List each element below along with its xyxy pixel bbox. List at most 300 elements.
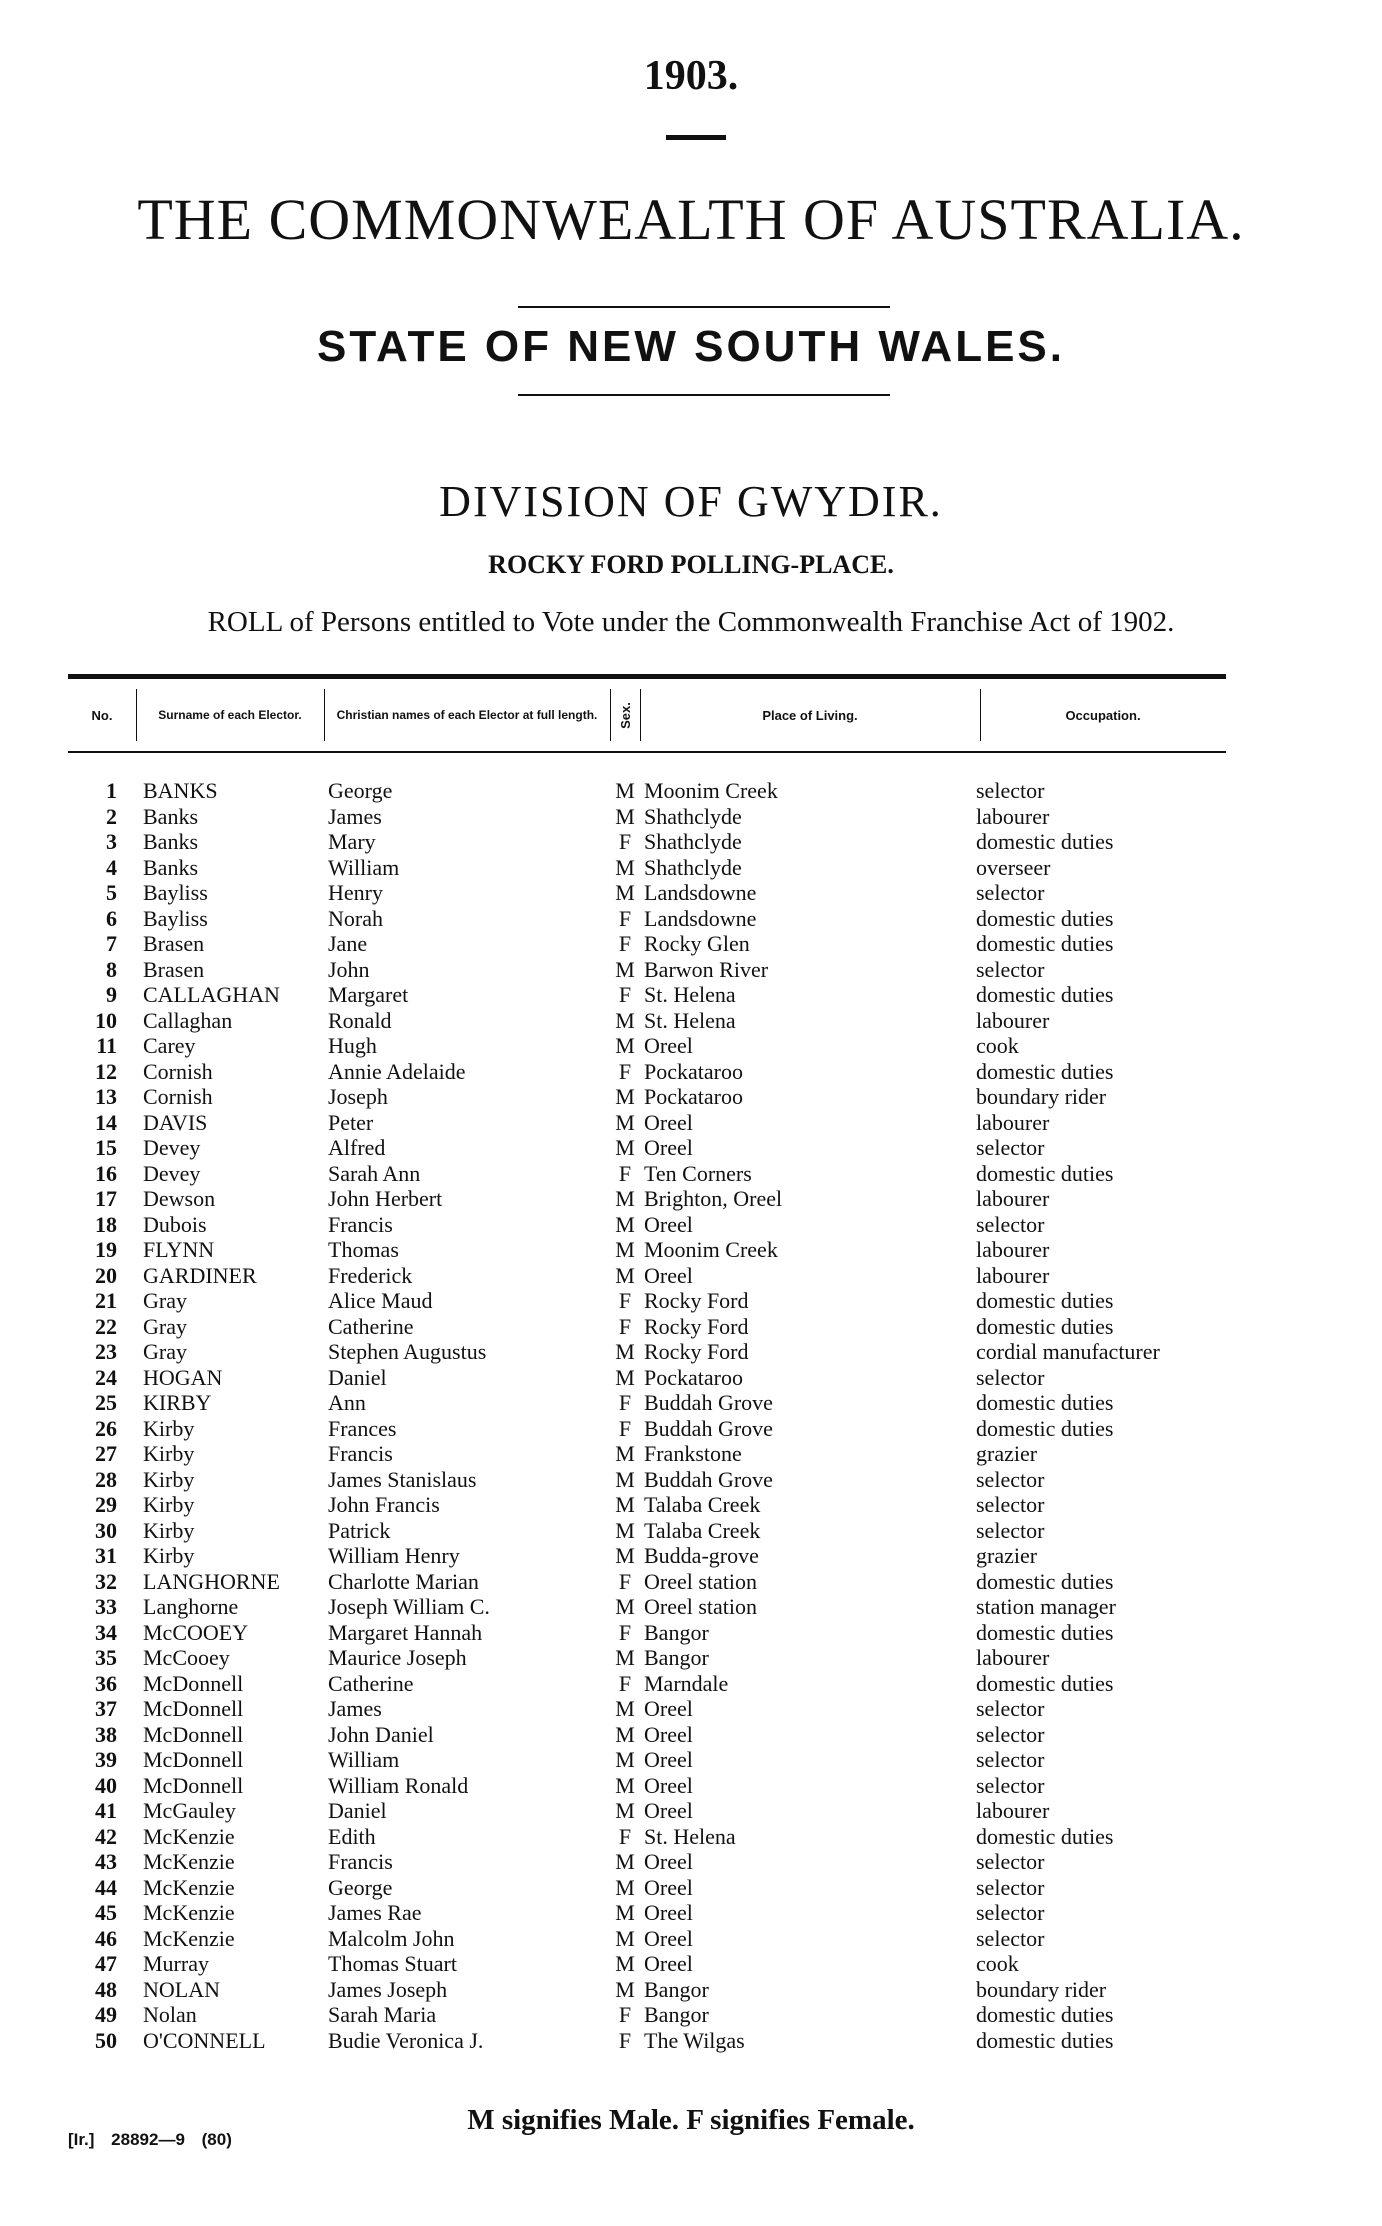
elector-number: 14 bbox=[95, 1109, 117, 1135]
elector-place-of-living: Oreel bbox=[644, 1849, 693, 1874]
elector-surname: FLYNN bbox=[143, 1237, 215, 1262]
elector-place-of-living: Moonim Creek bbox=[644, 778, 778, 803]
elector-place-of-living: Pockataroo bbox=[644, 1084, 743, 1109]
table-row bbox=[0, 1543, 1382, 1568]
table-header bbox=[68, 674, 1226, 753]
elector-occupation: selector bbox=[976, 1772, 1045, 1798]
elector-christian-names: Joseph bbox=[328, 1084, 388, 1109]
elector-surname: Kirby bbox=[143, 1517, 195, 1543]
elector-sex: M bbox=[615, 778, 635, 803]
table-row bbox=[0, 1824, 1382, 1849]
elector-christian-names: William Ronald bbox=[328, 1772, 469, 1798]
elector-christian-names: Margaret bbox=[328, 982, 409, 1007]
table-row bbox=[0, 1008, 1382, 1033]
table-row bbox=[0, 982, 1382, 1007]
elector-place-of-living: Buddah Grove bbox=[644, 1390, 773, 1415]
elector-place-of-living: Bangor bbox=[644, 2002, 709, 2027]
elector-occupation: selector bbox=[976, 1849, 1045, 1874]
table-row bbox=[0, 1416, 1382, 1441]
elector-occupation: labourer bbox=[976, 1109, 1050, 1135]
table-row bbox=[0, 855, 1382, 880]
elector-sex: F bbox=[618, 931, 632, 956]
elector-number: 38 bbox=[95, 1721, 117, 1747]
elector-sex: M bbox=[615, 1874, 635, 1900]
elector-christian-names: James bbox=[328, 803, 382, 829]
elector-occupation: domestic duties bbox=[976, 1619, 1114, 1645]
elector-sex: F bbox=[618, 1568, 632, 1594]
table-row bbox=[0, 1900, 1382, 1925]
elector-surname: McDonnell bbox=[143, 1721, 244, 1747]
elector-christian-names: William bbox=[328, 1747, 400, 1772]
elector-place-of-living: Oreel bbox=[644, 1135, 693, 1160]
elector-occupation: domestic duties bbox=[976, 829, 1114, 854]
elector-place-of-living: Brighton, Oreel bbox=[644, 1186, 783, 1211]
page-title: THE COMMONWEALTH OF AUSTRALIA. bbox=[137, 187, 1245, 252]
elector-number: 15 bbox=[95, 1135, 117, 1160]
elector-christian-names: James Stanislaus bbox=[328, 1466, 477, 1492]
elector-christian-names: John Herbert bbox=[328, 1186, 443, 1211]
elector-surname: Dewson bbox=[143, 1186, 216, 1211]
elector-surname: Brasen bbox=[143, 956, 205, 982]
elector-occupation: domestic duties bbox=[976, 1288, 1114, 1313]
elector-number: 3 bbox=[106, 829, 117, 854]
elector-number: 41 bbox=[95, 1798, 117, 1823]
elector-place-of-living: Oreel bbox=[644, 1772, 693, 1798]
elector-sex: M bbox=[615, 1849, 635, 1874]
elector-christian-names: Francis bbox=[328, 1441, 393, 1466]
elector-surname: McDonnell bbox=[143, 1772, 244, 1798]
elector-surname: Kirby bbox=[143, 1543, 195, 1568]
elector-surname: McKenzie bbox=[143, 1900, 235, 1925]
elector-number: 23 bbox=[95, 1339, 117, 1364]
table-row bbox=[0, 829, 1382, 854]
elector-occupation: labourer bbox=[976, 803, 1050, 829]
elector-christian-names: Francis bbox=[328, 1211, 393, 1237]
elector-sex: F bbox=[618, 1390, 632, 1415]
elector-number: 33 bbox=[95, 1594, 117, 1619]
elector-sex: F bbox=[618, 1415, 632, 1441]
elector-place-of-living: St. Helena bbox=[644, 982, 736, 1007]
elector-christian-names: Charlotte Marian bbox=[328, 1568, 479, 1594]
elector-sex: M bbox=[615, 1211, 635, 1237]
elector-place-of-living: Buddah Grove bbox=[644, 1415, 773, 1441]
elector-surname: Bayliss bbox=[143, 905, 208, 931]
printer-code: [Ir.] 28892—9 (80) bbox=[68, 2130, 232, 2149]
elector-place-of-living: Budda-grove bbox=[644, 1543, 759, 1568]
elector-sex: F bbox=[618, 1823, 632, 1849]
elector-sex: M bbox=[615, 1517, 635, 1543]
elector-occupation: domestic duties bbox=[976, 1160, 1114, 1186]
elector-sex: M bbox=[615, 1951, 635, 1976]
elector-place-of-living: Talaba Creek bbox=[644, 1517, 761, 1543]
elector-place-of-living: St. Helena bbox=[644, 1823, 736, 1849]
elector-surname: NOLAN bbox=[143, 1976, 220, 2002]
elector-place-of-living: Barwon River bbox=[644, 956, 769, 982]
elector-surname: Bayliss bbox=[143, 880, 208, 905]
elector-surname: DAVIS bbox=[143, 1109, 208, 1135]
elector-sex: M bbox=[615, 956, 635, 982]
elector-place-of-living: The Wilgas bbox=[644, 2027, 745, 2053]
elector-place-of-living: Ten Corners bbox=[644, 1160, 752, 1186]
elector-christian-names: William bbox=[328, 854, 400, 880]
elector-sex: M bbox=[615, 854, 635, 880]
elector-number: 11 bbox=[96, 1033, 117, 1058]
elector-christian-names: Daniel bbox=[328, 1798, 387, 1823]
table-row bbox=[0, 1747, 1382, 1772]
elector-occupation: domestic duties bbox=[976, 1568, 1114, 1594]
elector-place-of-living: Oreel bbox=[644, 1798, 693, 1823]
table-row bbox=[0, 1186, 1382, 1211]
elector-surname: McKenzie bbox=[143, 1849, 235, 1874]
elector-place-of-living: Oreel station bbox=[644, 1594, 758, 1619]
elector-number: 45 bbox=[95, 1900, 117, 1925]
elector-occupation: labourer bbox=[976, 1186, 1050, 1211]
elector-number: 18 bbox=[95, 1211, 117, 1237]
elector-sex: M bbox=[615, 1772, 635, 1798]
elector-christian-names: Margaret Hannah bbox=[328, 1619, 483, 1645]
elector-christian-names: Frances bbox=[328, 1415, 397, 1441]
elector-sex: M bbox=[615, 880, 635, 905]
elector-christian-names: John bbox=[328, 956, 370, 982]
elector-christian-names: Sarah Maria bbox=[328, 2002, 437, 2027]
column-header-place: Place of Living. bbox=[762, 707, 858, 723]
elector-sex: M bbox=[615, 1645, 635, 1670]
elector-place-of-living: Shathclyde bbox=[644, 854, 742, 880]
elector-number: 50 bbox=[95, 2027, 117, 2053]
elector-sex: M bbox=[615, 1721, 635, 1747]
elector-christian-names: Maurice Joseph bbox=[328, 1645, 467, 1670]
table-row bbox=[0, 1314, 1382, 1339]
elector-occupation: domestic duties bbox=[976, 905, 1114, 931]
table-row bbox=[0, 1594, 1382, 1619]
elector-occupation: selector bbox=[976, 956, 1045, 982]
elector-surname: O'CONNELL bbox=[143, 2027, 266, 2053]
elector-occupation: grazier bbox=[976, 1441, 1038, 1466]
elector-place-of-living: Rocky Ford bbox=[644, 1313, 749, 1339]
table-row bbox=[0, 804, 1382, 829]
elector-sex: M bbox=[615, 1798, 635, 1823]
elector-occupation: labourer bbox=[976, 1007, 1050, 1033]
elector-place-of-living: Oreel station bbox=[644, 1568, 758, 1594]
elector-number: 39 bbox=[95, 1747, 117, 1772]
elector-christian-names: James Joseph bbox=[328, 1976, 448, 2002]
elector-surname: CALLAGHAN bbox=[143, 982, 280, 1007]
table-row bbox=[0, 1339, 1382, 1364]
elector-christian-names: James bbox=[328, 1696, 382, 1721]
elector-christian-names: Annie Adelaide bbox=[328, 1058, 466, 1084]
elector-place-of-living: Rocky Ford bbox=[644, 1339, 749, 1364]
elector-place-of-living: Oreel bbox=[644, 1951, 693, 1976]
elector-sex: M bbox=[615, 1543, 635, 1568]
elector-sex: M bbox=[615, 1109, 635, 1135]
elector-number: 27 bbox=[95, 1441, 117, 1466]
elector-sex: F bbox=[618, 1058, 632, 1084]
elector-number: 25 bbox=[95, 1390, 117, 1415]
elector-surname: Gray bbox=[143, 1288, 187, 1313]
elector-christian-names: Alice Maud bbox=[328, 1288, 433, 1313]
elector-place-of-living: Moonim Creek bbox=[644, 1237, 778, 1262]
elector-number: 32 bbox=[95, 1568, 117, 1594]
elector-surname: Kirby bbox=[143, 1415, 195, 1441]
table-row bbox=[0, 1033, 1382, 1058]
elector-number: 47 bbox=[95, 1951, 117, 1976]
elector-place-of-living: Landsdowne bbox=[644, 905, 757, 931]
elector-number: 43 bbox=[95, 1849, 117, 1874]
elector-christian-names: Alfred bbox=[328, 1135, 386, 1160]
column-header-occupation: Occupation. bbox=[1065, 707, 1141, 723]
elector-sex: M bbox=[615, 1696, 635, 1721]
elector-christian-names: John Francis bbox=[328, 1492, 440, 1517]
elector-christian-names: John Daniel bbox=[328, 1721, 434, 1747]
elector-place-of-living: Frankstone bbox=[644, 1441, 742, 1466]
elector-occupation: domestic duties bbox=[976, 1415, 1114, 1441]
elector-place-of-living: Oreel bbox=[644, 1033, 693, 1058]
elector-surname: GARDINER bbox=[143, 1262, 257, 1288]
elector-place-of-living: Rocky Glen bbox=[644, 931, 750, 956]
elector-sex: M bbox=[615, 1262, 635, 1288]
elector-christian-names: Joseph William C. bbox=[328, 1594, 490, 1619]
elector-occupation: domestic duties bbox=[976, 1058, 1114, 1084]
elector-christian-names: William Henry bbox=[328, 1543, 460, 1568]
elector-number: 12 bbox=[95, 1058, 117, 1084]
elector-occupation: selector bbox=[976, 1696, 1045, 1721]
elector-number: 19 bbox=[95, 1237, 117, 1262]
elector-number: 4 bbox=[106, 854, 117, 880]
elector-occupation: overseer bbox=[976, 854, 1051, 880]
elector-christian-names: Peter bbox=[328, 1109, 374, 1135]
table-row bbox=[0, 1875, 1382, 1900]
elector-number: 8 bbox=[106, 956, 117, 982]
elector-number: 7 bbox=[106, 931, 117, 956]
elector-occupation: grazier bbox=[976, 1543, 1038, 1568]
elector-sex: M bbox=[615, 1900, 635, 1925]
elector-surname: McDonnell bbox=[143, 1696, 244, 1721]
elector-surname: BANKS bbox=[143, 778, 218, 803]
table-row bbox=[0, 1467, 1382, 1492]
elector-sex: F bbox=[618, 982, 632, 1007]
elector-surname: Nolan bbox=[143, 2002, 197, 2027]
elector-surname: LANGHORNE bbox=[143, 1568, 280, 1594]
elector-christian-names: Patrick bbox=[328, 1517, 391, 1543]
elector-christian-names: James Rae bbox=[328, 1900, 422, 1925]
elector-number: 10 bbox=[95, 1007, 117, 1033]
elector-christian-names: Daniel bbox=[328, 1364, 387, 1390]
table-row bbox=[0, 2002, 1382, 2027]
elector-surname: McCooey bbox=[143, 1645, 230, 1670]
elector-christian-names: Frederick bbox=[328, 1262, 413, 1288]
elector-christian-names: Mary bbox=[328, 829, 376, 854]
table-row bbox=[0, 1645, 1382, 1670]
table-row bbox=[0, 1441, 1382, 1466]
elector-surname: Kirby bbox=[143, 1441, 195, 1466]
elector-place-of-living: Oreel bbox=[644, 1211, 693, 1237]
elector-sex: F bbox=[618, 1619, 632, 1645]
elector-surname: Kirby bbox=[143, 1466, 195, 1492]
elector-number: 16 bbox=[95, 1160, 117, 1186]
elector-number: 42 bbox=[95, 1823, 117, 1849]
table-row bbox=[0, 1135, 1382, 1160]
elector-occupation: selector bbox=[976, 880, 1045, 905]
elector-surname: McKenzie bbox=[143, 1925, 235, 1951]
elector-christian-names: Henry bbox=[328, 880, 383, 905]
elector-sex: F bbox=[618, 905, 632, 931]
elector-christian-names: Malcolm John bbox=[328, 1925, 455, 1951]
elector-place-of-living: St. Helena bbox=[644, 1007, 736, 1033]
elector-occupation: selector bbox=[976, 778, 1045, 803]
table-row bbox=[0, 1518, 1382, 1543]
elector-occupation: domestic duties bbox=[976, 1313, 1114, 1339]
table-row bbox=[0, 1237, 1382, 1262]
elector-number: 2 bbox=[106, 803, 117, 829]
elector-christian-names: Ronald bbox=[328, 1007, 392, 1033]
elector-number: 31 bbox=[95, 1543, 117, 1568]
elector-christian-names: Budie Veronica J. bbox=[328, 2027, 484, 2053]
elector-occupation: domestic duties bbox=[976, 982, 1114, 1007]
year: 1903. bbox=[643, 53, 739, 99]
table-row bbox=[0, 2028, 1382, 2053]
elector-surname: Kirby bbox=[143, 1492, 195, 1517]
table-row bbox=[0, 1110, 1382, 1135]
elector-surname: Devey bbox=[143, 1135, 201, 1160]
elector-number: 35 bbox=[95, 1645, 117, 1670]
elector-place-of-living: Buddah Grove bbox=[644, 1466, 773, 1492]
elector-sex: M bbox=[615, 1033, 635, 1058]
divider bbox=[666, 135, 726, 140]
elector-occupation: cook bbox=[976, 1033, 1019, 1058]
elector-christian-names: Francis bbox=[328, 1849, 393, 1874]
elector-christian-names: Norah bbox=[328, 905, 383, 931]
elector-sex: M bbox=[615, 803, 635, 829]
elector-place-of-living: Oreel bbox=[644, 1925, 693, 1951]
elector-place-of-living: Oreel bbox=[644, 1747, 693, 1772]
elector-occupation: cook bbox=[976, 1951, 1019, 1976]
elector-occupation: domestic duties bbox=[976, 931, 1114, 956]
elector-number: 20 bbox=[95, 1262, 117, 1288]
elector-sex: F bbox=[618, 2027, 632, 2053]
elector-place-of-living: Bangor bbox=[644, 1976, 709, 2002]
elector-number: 37 bbox=[95, 1696, 117, 1721]
elector-christian-names: Thomas bbox=[328, 1237, 399, 1262]
table-row bbox=[0, 880, 1382, 905]
divider bbox=[518, 394, 890, 396]
elector-christian-names: Thomas Stuart bbox=[328, 1951, 457, 1976]
elector-sex: M bbox=[615, 1186, 635, 1211]
elector-sex: M bbox=[615, 1466, 635, 1492]
column-header-no: No. bbox=[91, 707, 113, 723]
elector-number: 22 bbox=[95, 1313, 117, 1339]
elector-number: 36 bbox=[95, 1670, 117, 1696]
elector-surname: McDonnell bbox=[143, 1670, 244, 1696]
elector-place-of-living: Marndale bbox=[644, 1670, 729, 1696]
elector-place-of-living: Shathclyde bbox=[644, 829, 742, 854]
elector-occupation: selector bbox=[976, 1721, 1045, 1747]
elector-christian-names: Hugh bbox=[328, 1033, 377, 1058]
table-row bbox=[0, 1288, 1382, 1313]
table-row bbox=[0, 1212, 1382, 1237]
elector-surname: McDonnell bbox=[143, 1747, 244, 1772]
table-row bbox=[0, 778, 1382, 803]
elector-place-of-living: Oreel bbox=[644, 1900, 693, 1925]
elector-surname: KIRBY bbox=[143, 1390, 212, 1415]
elector-surname: Gray bbox=[143, 1313, 187, 1339]
elector-surname: Murray bbox=[143, 1951, 209, 1976]
elector-christian-names: George bbox=[328, 778, 393, 803]
elector-surname: McKenzie bbox=[143, 1823, 235, 1849]
elector-number: 34 bbox=[95, 1619, 117, 1645]
table-row bbox=[0, 1390, 1382, 1415]
elector-surname: McKenzie bbox=[143, 1874, 235, 1900]
elector-place-of-living: Pockataroo bbox=[644, 1364, 743, 1390]
elector-number: 5 bbox=[106, 880, 117, 905]
sex-legend: M signifies Male. F signifies Female. bbox=[467, 2104, 915, 2136]
elector-place-of-living: Oreel bbox=[644, 1874, 693, 1900]
elector-sex: M bbox=[615, 1364, 635, 1390]
elector-occupation: selector bbox=[976, 1900, 1045, 1925]
elector-occupation: domestic duties bbox=[976, 1390, 1114, 1415]
elector-sex: M bbox=[615, 1925, 635, 1951]
elector-occupation: boundary rider bbox=[976, 1084, 1107, 1109]
polling-place-heading: ROCKY FORD POLLING-PLACE. bbox=[488, 550, 894, 579]
elector-place-of-living: Rocky Ford bbox=[644, 1288, 749, 1313]
table-row bbox=[0, 1492, 1382, 1517]
elector-number: 9 bbox=[106, 982, 117, 1007]
elector-christian-names: Catherine bbox=[328, 1313, 414, 1339]
elector-sex: M bbox=[615, 1441, 635, 1466]
elector-occupation: labourer bbox=[976, 1237, 1050, 1262]
table-row bbox=[0, 1059, 1382, 1084]
elector-surname: Brasen bbox=[143, 931, 205, 956]
elector-place-of-living: Shathclyde bbox=[644, 803, 742, 829]
elector-number: 17 bbox=[95, 1186, 117, 1211]
table-row bbox=[0, 1161, 1382, 1186]
table-row bbox=[0, 1263, 1382, 1288]
elector-occupation: selector bbox=[976, 1492, 1045, 1517]
elector-sex: M bbox=[615, 1339, 635, 1364]
elector-place-of-living: Bangor bbox=[644, 1619, 709, 1645]
elector-sex: M bbox=[615, 1084, 635, 1109]
table-row bbox=[0, 1696, 1382, 1721]
table-row bbox=[0, 1798, 1382, 1823]
elector-number: 46 bbox=[95, 1925, 117, 1951]
column-header-christian-names: Christian names of each Elector at full length. bbox=[336, 707, 598, 722]
elector-occupation: domestic duties bbox=[976, 2027, 1114, 2053]
column-header-sex bbox=[610, 679, 640, 751]
elector-occupation: selector bbox=[976, 1874, 1045, 1900]
elector-number: 40 bbox=[95, 1772, 117, 1798]
elector-surname: Cornish bbox=[143, 1084, 213, 1109]
elector-occupation: cordial manufacturer bbox=[976, 1339, 1160, 1364]
elector-occupation: selector bbox=[976, 1747, 1045, 1772]
table-row bbox=[0, 957, 1382, 982]
elector-occupation: selector bbox=[976, 1925, 1045, 1951]
table-row bbox=[0, 1620, 1382, 1645]
elector-occupation: selector bbox=[976, 1211, 1045, 1237]
table-row bbox=[0, 1951, 1382, 1976]
elector-christian-names: Sarah Ann bbox=[328, 1160, 421, 1186]
elector-place-of-living: Oreel bbox=[644, 1696, 693, 1721]
elector-sex: M bbox=[615, 1237, 635, 1262]
table-row bbox=[0, 1849, 1382, 1874]
elector-sex: M bbox=[615, 1747, 635, 1772]
elector-surname: HOGAN bbox=[143, 1364, 223, 1390]
elector-christian-names: Ann bbox=[328, 1390, 366, 1415]
elector-christian-names: Jane bbox=[328, 931, 368, 956]
table-row bbox=[0, 906, 1382, 931]
elector-number: 13 bbox=[95, 1084, 117, 1109]
divider bbox=[518, 306, 890, 308]
elector-surname: Banks bbox=[143, 854, 198, 880]
elector-number: 49 bbox=[95, 2002, 117, 2027]
